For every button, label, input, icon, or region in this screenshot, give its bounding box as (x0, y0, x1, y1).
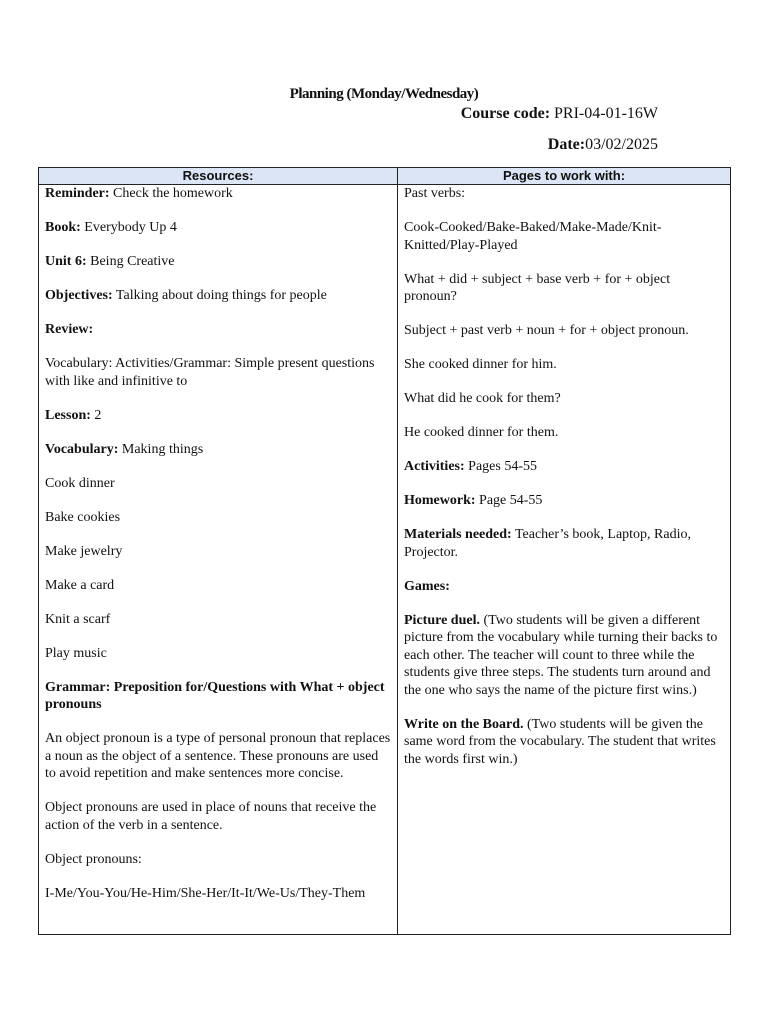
pages-cell (398, 185, 731, 935)
vocab-item: Bake cookies (45, 509, 121, 525)
homework-label: Homework: (404, 493, 476, 508)
vocabulary-label: Vocabulary: (45, 441, 119, 457)
objectives-text: Talking about doing things for people (115, 288, 327, 303)
vocab-item: Make jewelry (45, 543, 123, 559)
reminder-label: Reminder: (45, 186, 110, 201)
book (45, 219, 391, 237)
vocab-item: Play music (45, 645, 107, 661)
vocab-item: Make a card (45, 577, 115, 593)
unit-label: Unit 6: (45, 254, 87, 269)
homework-text: Page 54-55 (479, 493, 543, 508)
course-code (461, 105, 658, 123)
course-code-value: PRI-04-01-16W (554, 105, 658, 122)
date (548, 136, 658, 154)
lesson (45, 407, 391, 425)
vocabulary-text: Making things (121, 441, 204, 457)
book-label: Book: (45, 220, 81, 235)
example-sentence: He cooked dinner for them. (404, 425, 559, 440)
lesson-number: 2 (94, 407, 102, 423)
activities-label: Activities: (404, 459, 465, 474)
game-description: (Two students will be given a different picture from the vocabulary while turning their backs to each other. The teacher will count to three while the students give three steps. The students turn around and the one who says the name of the picture first wins.) (404, 612, 718, 698)
date-label: Date: (547, 136, 586, 153)
game-write-on-board (404, 716, 724, 769)
game-picture-duel (404, 612, 724, 700)
reminder-text: Check the homework (113, 186, 233, 201)
course-code-label: Course code: (460, 105, 551, 122)
games-label: Games: (404, 578, 450, 594)
game-description: (Two students will be given the same word from the vocabulary. The student that writes the words first win.) (404, 716, 716, 767)
review-text: Vocabulary: Activities/Grammar: Simple present questions with like and infinitive to (45, 356, 375, 389)
question-structure: What + did + subject + base verb + for + object pronoun? (404, 271, 671, 304)
book-text: Everybody Up 4 (84, 220, 177, 235)
unit-text: Being Creative (90, 254, 175, 269)
activities-text: Pages 54-55 (468, 459, 537, 474)
date-value: 03/02/2025 (585, 136, 658, 153)
objectives-label: Objectives: (45, 288, 113, 303)
vocab-item: Cook dinner (45, 475, 115, 491)
unit (45, 253, 391, 271)
vocabulary (45, 441, 391, 459)
answer-structure: Subject + past verb + noun + for + object pronoun. (404, 323, 689, 338)
homework (404, 492, 724, 510)
game-title: Write on the Board. (404, 716, 524, 732)
past-verbs-list: Cook-Cooked/Bake-Baked/Make-Made/Knit-Knitted/Play-Played (404, 220, 662, 253)
activities (404, 458, 724, 476)
materials (404, 526, 724, 561)
grammar-explanation: An object pronoun is a type of personal pronoun that replaces a noun as the object of a sentence. These pronouns are used to avoid repetition and make sentences more concise. (45, 731, 391, 781)
lesson-label: Lesson: (45, 407, 91, 423)
example-sentence: What did he cook for them? (404, 391, 561, 406)
pronouns-label: Object pronouns: (45, 851, 142, 867)
planning-table (38, 167, 731, 935)
game-title: Picture duel. (404, 612, 480, 628)
past-verbs-label: Past verbs: (404, 186, 466, 201)
review-label: Review: (45, 322, 94, 337)
materials-text: Teacher’s book, Laptop, Radio, Projector. (404, 527, 691, 560)
page-title: Planning (Monday/Wednesday) (289, 86, 479, 102)
header-pages: Pages to work with: (398, 168, 731, 185)
grammar-explanation: Object pronouns are used in place of nouns that receive the action of the verb in a sentence. (45, 800, 377, 833)
resources-cell (39, 185, 398, 935)
header-resources: Resources: (39, 168, 398, 185)
objectives (45, 287, 391, 305)
reminder (45, 185, 391, 203)
materials-label: Materials needed: (404, 527, 512, 542)
example-sentence: She cooked dinner for him. (404, 357, 557, 372)
pronouns-list: I-Me/You-You/He-Him/She-Her/It-It/We-Us/They-Them (45, 885, 366, 901)
vocab-item: Knit a scarf (45, 611, 111, 627)
grammar-heading: Grammar: Preposition for/Questions with What + object pronouns (45, 679, 385, 712)
